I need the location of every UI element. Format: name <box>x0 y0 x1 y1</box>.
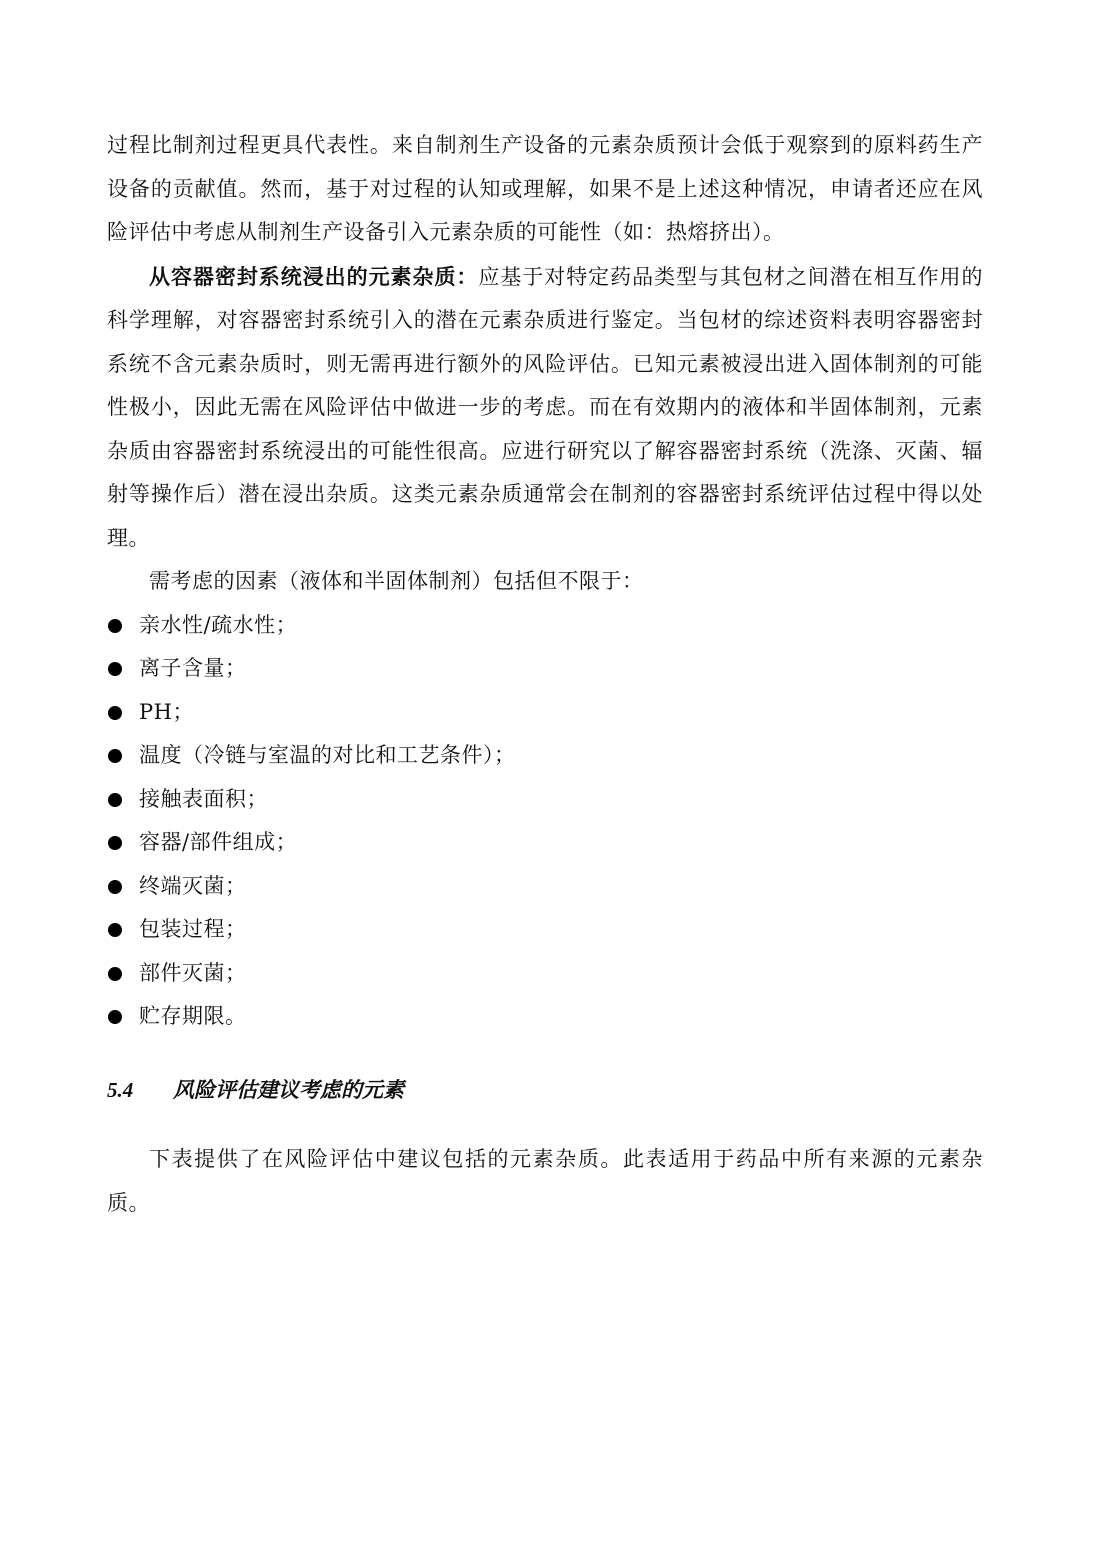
bullet-icon <box>108 662 122 676</box>
bullet-icon <box>108 619 122 633</box>
list-item: 亲水性/疏水性； <box>107 604 983 648</box>
list-item: 温度（冷链与室温的对比和工艺条件）； <box>107 734 983 778</box>
paragraph-equipment-contribution: 过程比制剂过程更具代表性。来自制剂生产设备的元素杂质预计会低于观察到的原料药生产设备的贡献值。然而，基于对过程的认知或理解，如果不是上述这种情况，申请者还应在风险评估中考虑从制剂生产设备引入元素杂质的可能性（如：热熔挤出）。 <box>107 133 983 244</box>
bullet-icon <box>108 836 122 850</box>
section-title: 风险评估建议考虑的元素 <box>173 1077 404 1102</box>
list-item: PH； <box>107 691 983 735</box>
list-item: 容器/部件组成； <box>107 821 983 865</box>
document-page <box>107 124 983 1225</box>
bullet-icon <box>108 923 122 937</box>
bullet-icon <box>108 880 122 894</box>
paragraph-lead-heading: 从容器密封系统浸出的元素杂质： <box>149 263 479 289</box>
bullet-icon <box>108 967 122 981</box>
list-item: 部件灭菌； <box>107 952 983 996</box>
bullet-icon <box>108 749 122 763</box>
bullet-icon <box>108 1010 122 1024</box>
section-number: 5.4 <box>107 1077 134 1102</box>
list-item: 终端灭菌； <box>107 865 983 909</box>
paragraph-body-text: 应基于对特定药品类型与其包材之间潜在相互作用的科学理解，对容器密封系统引入的潜在元素杂质进行鉴定。当包材的综述资料表明容器密封系统不含元素杂质时，则无需再进行额外的风险评估。已知元素被浸出进入固体制剂的可能性极小，因此无需在风险评估中做进一步的考虑。而在有效期内的液体和半固体制剂，元素杂质由容器密封系统浸出的可能性很高。应进行研究以了解容器密封系统（洗涤、灭菌、辐射等操作后）潜在浸出杂质。这类元素杂质通常会在制剂的容器密封系统评估过程中得以处理。 <box>107 264 983 550</box>
section-body-paragraph: 下表提供了在风险评估中建议包括的元素杂质。此表适用于药品中所有来源的元素杂质。 <box>107 1147 983 1215</box>
paragraph-factors-intro: 需考虑的因素（液体和半固体制剂）包括但不限于： <box>149 569 644 593</box>
paragraph-container-closure <box>107 255 983 561</box>
section-heading <box>107 1069 983 1113</box>
list-item: 贮存期限。 <box>107 995 983 1039</box>
list-item: 接触表面积； <box>107 778 983 822</box>
bullet-icon <box>108 706 122 720</box>
list-item: 包装过程； <box>107 908 983 952</box>
list-item: 离子含量； <box>107 647 983 691</box>
bullet-icon <box>108 793 122 807</box>
factors-list <box>107 604 983 1039</box>
